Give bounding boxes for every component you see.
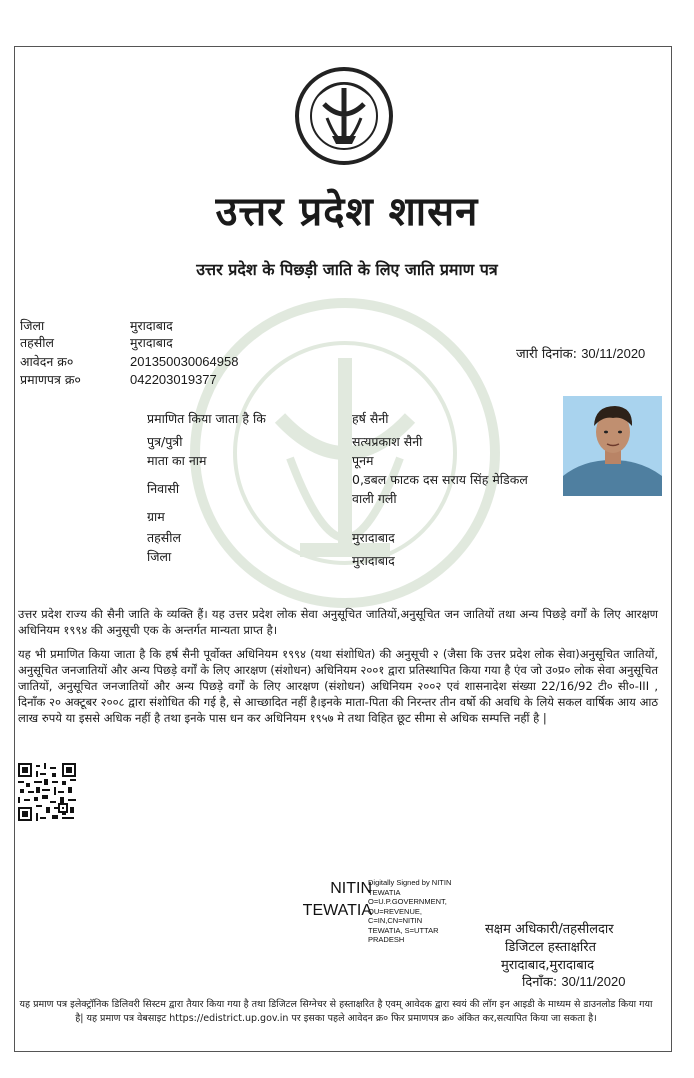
certificate-subtitle: उत्तर प्रदेश के पिछड़ी जाति के लिए जाति प्रमाण पत्र (196, 260, 498, 279)
signature-detail-line: TEWATIA, S=UTTAR (368, 925, 439, 935)
person-district-label: जिला (147, 549, 172, 564)
district-value: मुरादाबाद (130, 318, 173, 333)
address-line1: 0,डबल फाटक दस सराय सिंह मेडिकल (352, 472, 528, 487)
tehsil-value: मुरादाबाद (130, 335, 173, 350)
mother-label: माता का नाम (147, 453, 207, 468)
officer-designation: सक्षम अधिकारी/तहसीलदार (485, 922, 614, 937)
address-line2: वाली गली (352, 491, 397, 506)
resident-label: निवासी (147, 481, 180, 496)
signer-name-line2: TEWATIA (302, 902, 372, 919)
certificate-number-value: 042203019377 (130, 372, 217, 387)
signature-detail-line: Digitally Signed by NITIN (368, 878, 452, 887)
signature-detail-line: C=IN,CN=NITIN (368, 916, 423, 925)
certificate-number-label: प्रमाणपत्र क्र० (20, 372, 81, 387)
qr-code-icon (18, 763, 76, 821)
person-tehsil-label: तहसील (147, 530, 181, 545)
signature-detail-line: O=U.P.GOVERNMENT, (368, 897, 447, 906)
footer-note: यह प्रमाण पत्र इलेक्ट्रॉनिक डिलिवरी सिस्टम द्वारा तैयार किया गया है तथा डिजिटल सिग्नेचर से हस्ताक्षरित है एवम् आवेदक द्वारा स्वयं की लॉग इन आइडी के माध्यम से डाउनलोड किया गया है| यह प्रमाण पत्र वेबसाइट https://edistrict.up.gov.in पर इसका पहले आवेदन क्र० फिर प्रमाणपत्र क्र० अंकित कर,सत्यापित किया जा सकता है। (19, 999, 653, 1024)
village-label: ग्राम (147, 509, 165, 524)
applicant-name: हर्ष सैनी (352, 411, 389, 426)
watermark-emblem-icon (180, 288, 510, 618)
father-name: सत्यप्रकाश सैनी (352, 434, 423, 449)
signature-detail-line: OU=REVENUE, (368, 906, 422, 916)
officer-date-value: 30/11/2020 (561, 974, 626, 989)
person-tehsil-value: मुरादाबाद (352, 530, 395, 545)
signature-detail-line: TEWATIA (368, 887, 401, 897)
application-number-label: आवेदन क्र० (20, 354, 74, 369)
up-government-emblem-icon (294, 66, 394, 166)
issue-date-label: जारी दिनांक: (516, 347, 578, 362)
digital-signature-label: डिजिटल हस्ताक्षरित (505, 940, 596, 955)
caste-paragraph: उत्तर प्रदेश राज्य की सैनी जाति के व्यक्ति हैं। यह उत्तर प्रदेश लोक सेवा अनुसूचित जातियों,अनुसूचित जन जातियों तथा अन्य पिछड़े वर्गों के लिए आरक्षण अधिनियम १९९४ की अनुसूची एक के अन्तर्गत मान्यता प्राप्त है। (18, 607, 658, 637)
relation-label: पुत्र/पुत्री (147, 434, 183, 449)
officer-place: मुरादाबाद,मुरादाबाद (501, 958, 594, 973)
signer-name-line1: NITIN (330, 880, 372, 897)
person-district-value: मुरादाबाद (352, 553, 395, 568)
issue-date-value: 30/11/2020 (581, 346, 646, 361)
applicant-photo (563, 396, 662, 496)
reservation-paragraph: यह भी प्रमाणित किया जाता है कि हर्ष सैनी पूर्वोक्त अधिनियम १९९४ (यथा संशोधित) की अनुसूची २ (जैसा कि उत्तर प्रदेश लोक सेवा)अनुसूचित जातियों, अनुसूचित जनजातियों और अन्य पिछड़े वर्गों के लिए आरक्षण (संशोधन) अधिनियम २००१ द्वारा प्रतिस्थापित किया गया है एंव जो उ०प्र० लोक सेवा अनुसूचित जातियों, अनुसूचित जनजातियों और अन्य पिछड़े वर्गों के लिए आरक्षण (संशोधन) अधिनियम २००२ एवं शासनादेश संख्या 22/16/92 टी० सी०-III , दिनाँक २० अक्टूबर २००८ द्वारा संशोधित की गई है, से आच्छादित नहीं है।इनके माता-पिता की निरन्तर तीन वर्षो की अवधि के लिये सकल वार्षिक आय आठ लाख रुपये या इससे अधिक नहीं है तथा इनके पास धन कर अधिनियम १९५७ मे तथा विहित छूट सीमा से अधिक सम्पत्ति नहीं है | (18, 647, 658, 725)
signature-details (368, 878, 480, 945)
page-title: उत्तर प्रदेश शासन (215, 189, 479, 235)
issue-date (516, 344, 645, 362)
officer-date (522, 972, 625, 990)
tehsil-label: तहसील (20, 335, 54, 350)
district-label: जिला (20, 318, 45, 333)
officer-date-label: दिनाँक: (522, 975, 558, 990)
mother-name: पूनम (352, 453, 374, 468)
application-number-value: 201350030064958 (130, 354, 239, 369)
signer-name (272, 878, 372, 922)
signature-detail-line: PRADESH (368, 935, 405, 944)
certify-label: प्रमाणित किया जाता है कि (147, 411, 266, 426)
